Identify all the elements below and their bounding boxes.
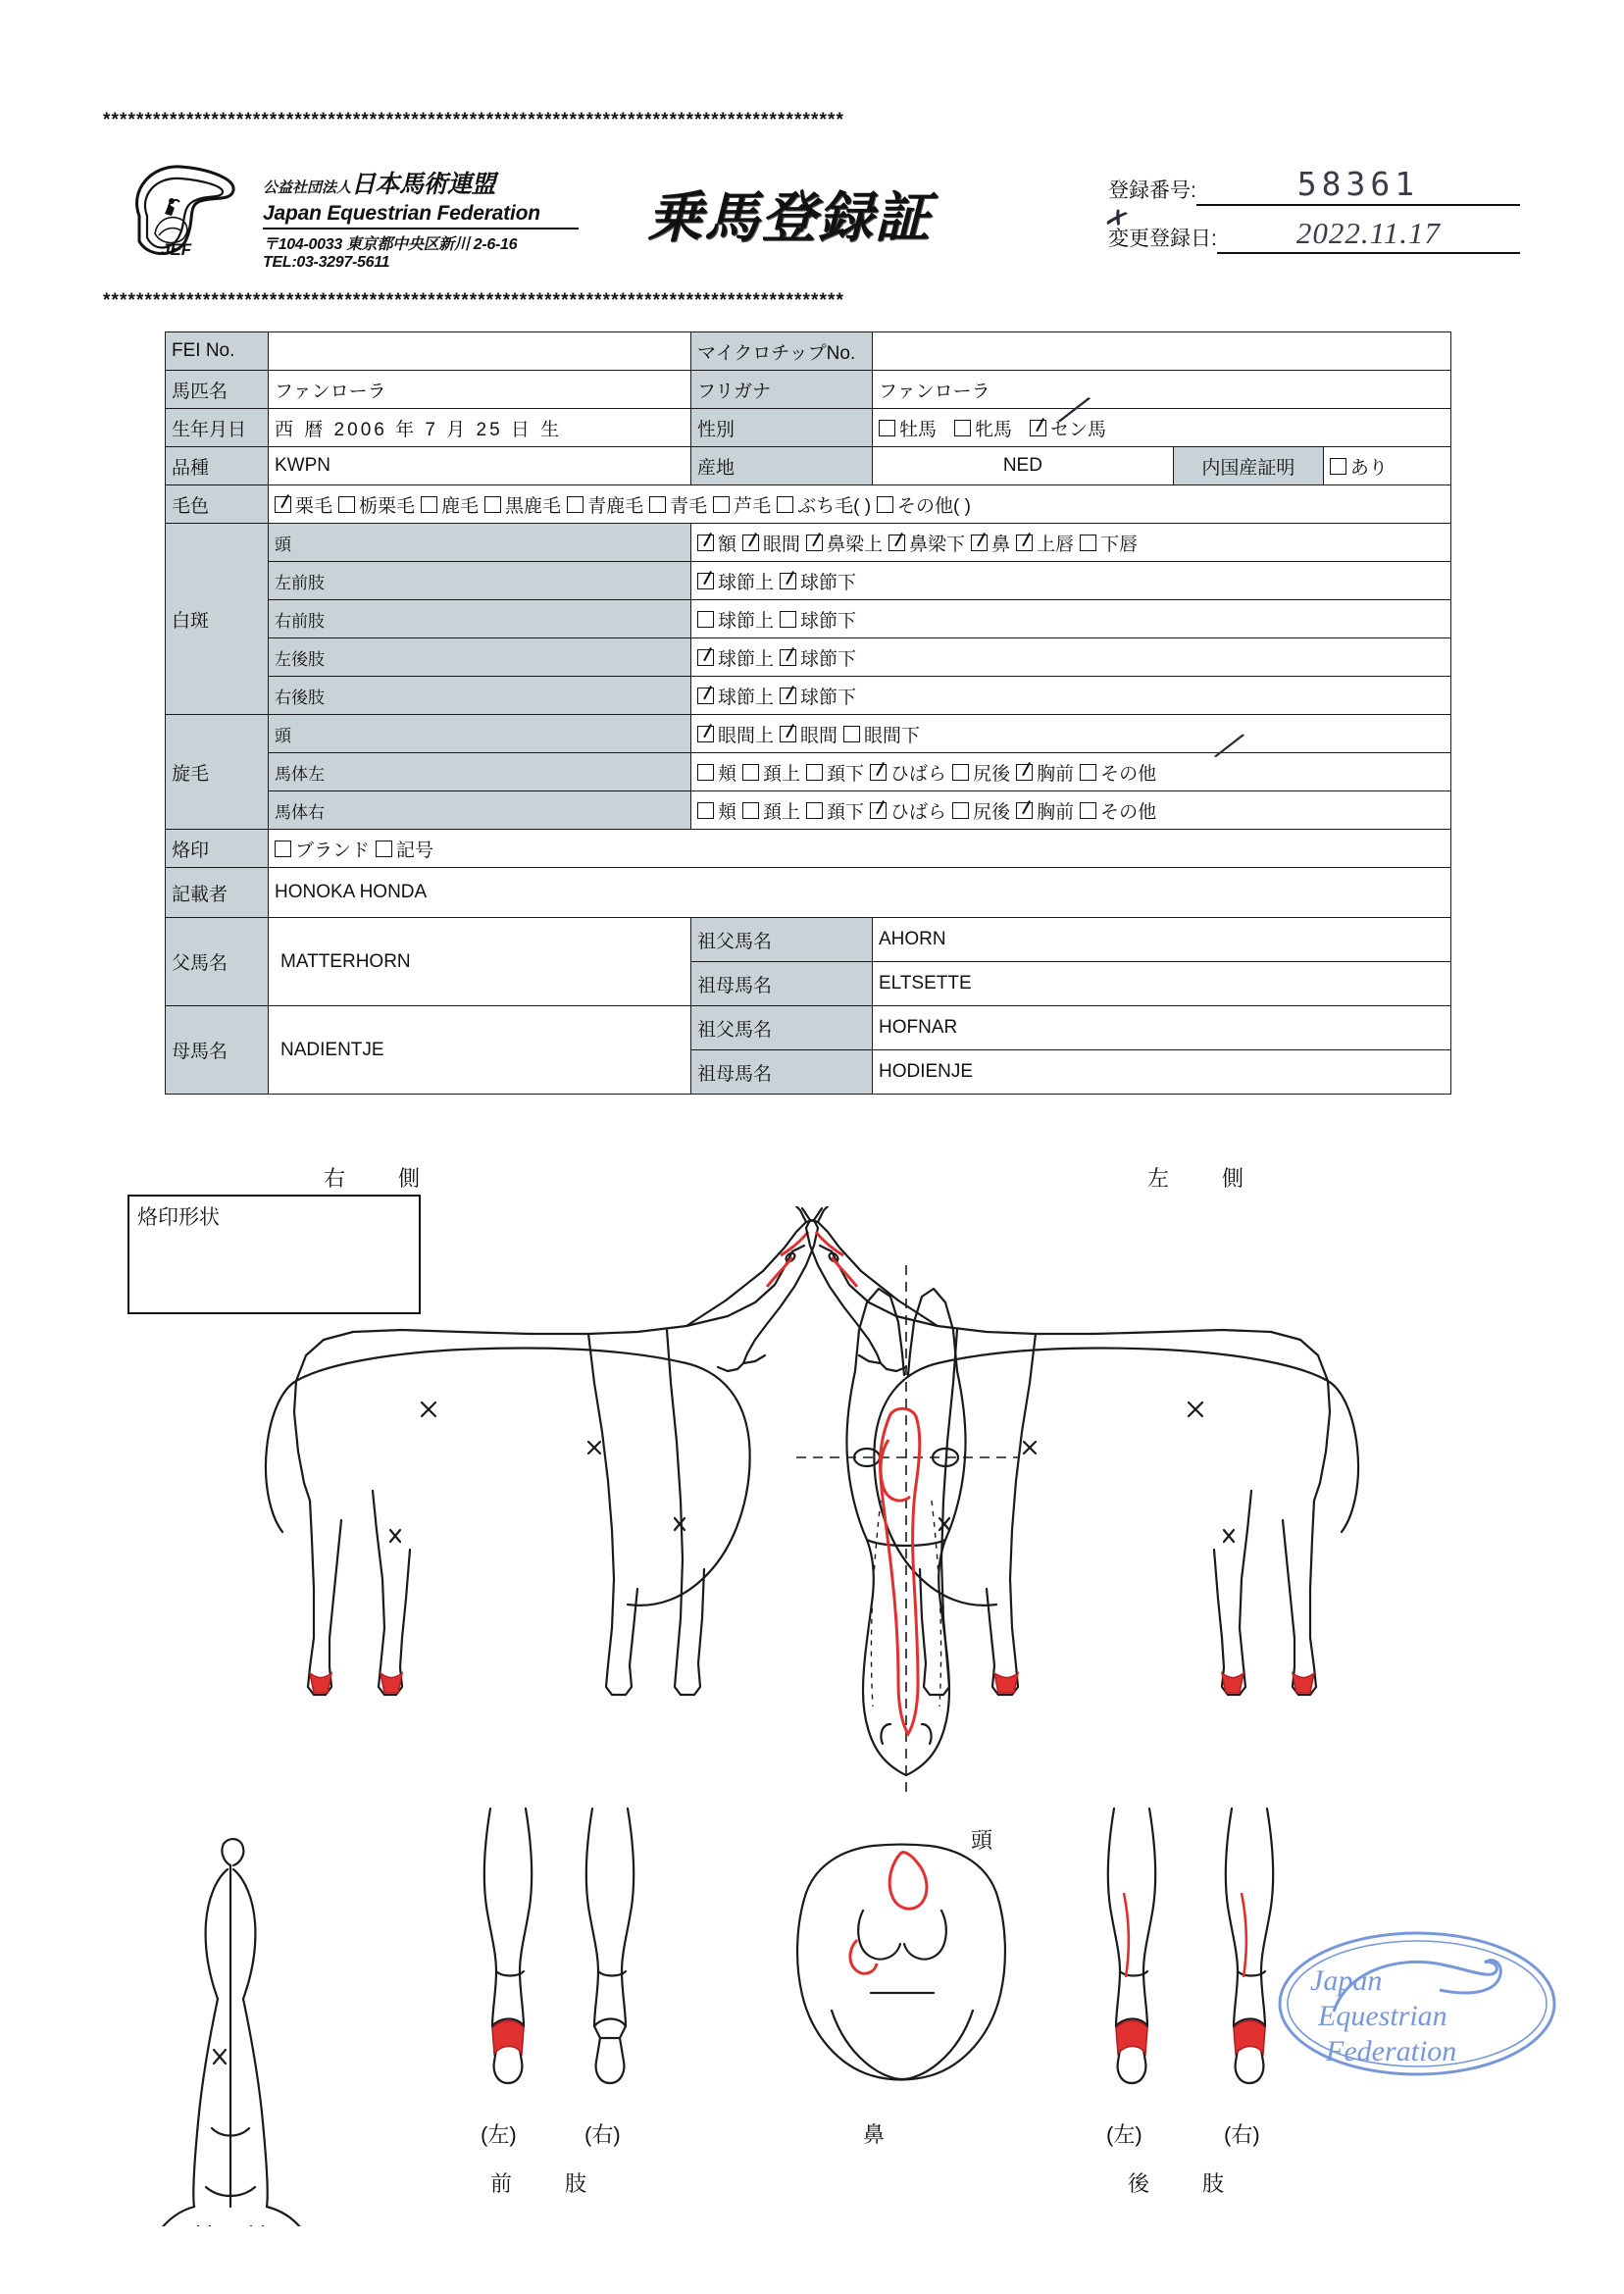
jef-logo-icon: [126, 157, 241, 267]
whorl-part: 馬体左: [269, 753, 691, 791]
dam-grandmother-value[interactable]: HODIENJE: [873, 1050, 1451, 1095]
coat-option-7[interactable]: [777, 491, 871, 518]
dob-value[interactable]: 西 暦 2006 年 7 月 25 日 生: [269, 409, 691, 447]
microchip-value[interactable]: [873, 332, 1451, 371]
checkbox-label: 眼間: [800, 725, 838, 746]
checkbox-icon: [484, 496, 501, 513]
checkbox-label: 青鹿毛: [587, 495, 644, 517]
origin-value[interactable]: NED: [873, 447, 1173, 484]
white-mark-0-option-5[interactable]: [1016, 530, 1074, 556]
checkbox-label: 鼻: [991, 534, 1011, 555]
checkbox-label: 頚下: [827, 763, 865, 785]
checkbox-icon: [1016, 764, 1033, 781]
checkbox-label: 鹿毛: [441, 495, 480, 517]
whorl-2-option-5[interactable]: [1016, 797, 1074, 824]
registration-info: [1100, 165, 1520, 264]
checkbox-icon: [1080, 802, 1096, 819]
horse-name-value[interactable]: ファンローラ: [269, 371, 691, 409]
checkbox-icon: [742, 802, 759, 819]
fei-no-label: FEI No.: [166, 332, 269, 371]
coat-options: [269, 485, 1451, 524]
right-side-label: 右 側: [324, 1166, 436, 1191]
checkbox-label: 頚下: [827, 801, 865, 823]
domestic-cert-label: 内国産証明: [1173, 447, 1323, 484]
whorl-1-option-2[interactable]: [806, 759, 864, 786]
checkbox-label: 眼間: [763, 534, 801, 555]
white-mark-0-option-3[interactable]: [888, 530, 965, 556]
checkbox-icon: [888, 535, 905, 551]
checkbox-label: 球節上: [718, 572, 775, 593]
brand-shape-label: 烙印形状: [137, 1206, 220, 1229]
checkbox-icon: [952, 802, 969, 819]
star-divider-bottom: *****************************************************************************************: [103, 290, 844, 311]
registration-date-value: 2022.11.17: [1295, 216, 1442, 250]
white-mark-3-option-1[interactable]: [780, 644, 856, 671]
white-mark-0-option-2[interactable]: [806, 530, 883, 556]
white-mark-2-option-1[interactable]: [780, 606, 856, 633]
organization-rule: [263, 228, 579, 229]
checkbox-icon: [697, 726, 714, 742]
white-mark-3-option-0[interactable]: [697, 644, 774, 671]
whorls-section: [166, 715, 1451, 830]
checkbox-label: 記号: [396, 840, 434, 861]
whorl-1-option-4[interactable]: [952, 759, 1010, 786]
brand-label: 烙印: [166, 830, 269, 868]
horse-name-label: 馬匹名: [166, 371, 269, 409]
brand-options: [269, 830, 1451, 868]
checkbox-icon: [806, 535, 823, 551]
nose-label: 鼻: [863, 2122, 886, 2147]
checkbox-label: 牝馬: [975, 419, 1013, 440]
registration-date-row: [1100, 200, 1520, 254]
sire-grandmother-value[interactable]: ELTSETTE: [873, 962, 1451, 1006]
checkbox-label: その他( ): [897, 495, 971, 517]
checkbox-label: 鼻梁上: [827, 534, 884, 555]
coat-option-2[interactable]: [421, 491, 479, 518]
checkbox-icon: [649, 496, 666, 513]
checkbox-label: 頬: [718, 801, 737, 823]
white-mark-row: [166, 562, 1451, 600]
furigana-value[interactable]: ファンローラ: [873, 371, 1451, 409]
white-mark-row: [166, 524, 1451, 562]
whorl-2-option-0[interactable]: [697, 797, 736, 824]
breed-value[interactable]: KWPN: [269, 447, 691, 485]
checkbox-label: 芦毛: [734, 495, 772, 517]
hind-limb-label: 後 肢: [1128, 2171, 1241, 2196]
checkbox-icon: [697, 535, 714, 551]
origin-cell: [873, 447, 1451, 485]
coat-option-5[interactable]: [649, 491, 707, 518]
sire-grandfather-value[interactable]: AHORN: [873, 918, 1451, 962]
checkbox-icon: [870, 764, 887, 781]
checkbox-icon: [697, 802, 714, 819]
checkbox-label: 球節上: [718, 687, 775, 708]
front-right-label: (右): [584, 2122, 621, 2147]
checkbox-icon: [1030, 420, 1046, 436]
checkbox-label: 栃栗毛: [359, 495, 416, 517]
white-mark-options: [691, 524, 1451, 562]
checkbox-icon: [780, 573, 796, 589]
white-mark-row: [166, 677, 1451, 715]
svg-text:Federation: Federation: [1326, 2035, 1457, 2067]
organization-name-jp: 公益社団法人日本馬術連盟: [263, 171, 496, 198]
checkbox-icon: [697, 573, 714, 589]
checkbox-label: 下唇: [1100, 534, 1139, 555]
white-mark-options: [691, 638, 1451, 677]
checkbox-icon: [1080, 535, 1096, 551]
whorl-section-label: 旋毛: [166, 715, 269, 830]
whorl-part: 頭: [269, 715, 691, 753]
white-mark-1-option-1[interactable]: [780, 568, 856, 594]
whorl-options: [691, 715, 1451, 753]
checkbox-icon: [697, 649, 714, 666]
checkbox-label: 上唇: [1037, 534, 1075, 555]
checkbox-label: 頬: [718, 763, 737, 785]
checkbox-label: 胸前: [1037, 763, 1075, 785]
checkbox-icon: [338, 496, 355, 513]
checkbox-icon: [780, 726, 796, 742]
checkbox-icon: [713, 496, 730, 513]
checkbox-icon: [697, 611, 714, 628]
whorl-2-option-2[interactable]: [806, 797, 864, 824]
registration-number-field[interactable]: [1196, 165, 1520, 206]
hind-right-label: (右): [1224, 2122, 1260, 2147]
whorl-row: [166, 715, 1451, 753]
white-mark-section-label: 白斑: [166, 524, 269, 715]
coat-option-6[interactable]: [713, 491, 771, 518]
checkbox-icon: [952, 764, 969, 781]
dam-grandfather-label: 祖父馬名: [691, 1006, 873, 1050]
svg-text:JEF: JEF: [161, 240, 192, 259]
recorder-label: 記載者: [166, 868, 269, 918]
registration-date-label: 変更登録日:: [1108, 228, 1217, 250]
checkbox-icon: [806, 802, 823, 819]
checkbox-label: 眼間下: [864, 725, 921, 746]
whorl-row: [166, 791, 1451, 830]
checkbox-label: その他: [1100, 763, 1157, 785]
checkbox-label: 球節上: [718, 648, 775, 670]
white-mark-part: 右後肢: [269, 677, 691, 715]
furigana-label: フリガナ: [691, 371, 873, 409]
coat-label: 毛色: [166, 485, 269, 524]
white-mark-options: [691, 677, 1451, 715]
checkbox-label: ひばら: [890, 801, 947, 823]
dam-grandmother-label: 祖母馬名: [691, 1050, 873, 1095]
whorl-1-option-5[interactable]: [1016, 759, 1074, 786]
domestic-cert-0[interactable]: [1330, 453, 1388, 480]
hind-left-label: (左): [1106, 2122, 1142, 2147]
svg-text:Japan: Japan: [1310, 1964, 1383, 1997]
coat-option-1[interactable]: [338, 491, 415, 518]
white-mark-part: 左前肢: [269, 562, 691, 600]
checkbox-icon: [1016, 802, 1033, 819]
whorl-part: 馬体右: [269, 791, 691, 830]
sire-grandmother-label: 祖母馬名: [691, 962, 873, 1006]
white-mark-4-option-0[interactable]: [697, 683, 774, 709]
checkbox-label: 眼間上: [718, 725, 775, 746]
document-title: 乗馬登録証: [647, 186, 932, 248]
whorl-1-option-0[interactable]: [697, 759, 736, 786]
whorl-1-option-6[interactable]: [1080, 759, 1156, 786]
organization-telephone: TEL:03-3297-5611: [263, 254, 390, 271]
whorl-0-option-1[interactable]: [780, 721, 837, 747]
recorder-value[interactable]: HONOKA HONDA: [269, 868, 1451, 918]
table-row-coat: [166, 485, 1451, 524]
checkbox-label: 尻後: [973, 763, 1011, 785]
head-label: 頭: [971, 1828, 993, 1853]
coat-option-4[interactable]: [567, 491, 643, 518]
checkbox-label: 栗毛: [295, 495, 333, 517]
checkbox-icon: [780, 649, 796, 666]
coat-option-3[interactable]: [484, 491, 561, 518]
checkbox-label: 球節下: [800, 687, 857, 708]
checkbox-label: 牡馬: [899, 419, 938, 440]
breed-label: 品種: [166, 447, 269, 485]
checkbox-label: あり: [1349, 457, 1388, 479]
white-marks-section: [166, 524, 1451, 715]
checkbox-label: ブランド: [295, 840, 371, 861]
white-mark-2-option-0[interactable]: [697, 606, 774, 633]
official-seal-stamp: [1275, 1917, 1559, 2089]
checkbox-icon: [806, 764, 823, 781]
checkbox-icon: [376, 841, 392, 857]
checkbox-label: 額: [718, 534, 737, 555]
checkbox-icon: [843, 726, 860, 742]
white-mark-part: 右前肢: [269, 600, 691, 638]
strikethrough-mark: ✗: [1100, 200, 1134, 237]
checkbox-icon: [870, 802, 887, 819]
organization-block: [263, 165, 596, 272]
checkbox-icon: [1080, 764, 1096, 781]
table-row-recorder: [166, 868, 1451, 918]
checkbox-label: 鼻梁下: [909, 534, 966, 555]
whorl-2-option-6[interactable]: [1080, 797, 1156, 824]
dob-label: 生年月日: [166, 409, 269, 447]
white-mark-row: [166, 638, 1451, 677]
checkbox-label: 球節下: [800, 648, 857, 670]
checkbox-icon: [697, 764, 714, 781]
table-row-breed-origin: [166, 447, 1451, 485]
checkbox-label: 球節下: [800, 572, 857, 593]
checkbox-icon: [275, 496, 291, 513]
brand-option-0[interactable]: [275, 836, 370, 862]
white-mark-4-option-1[interactable]: [780, 683, 856, 709]
white-mark-0-option-0[interactable]: [697, 530, 736, 556]
whorl-0-option-0[interactable]: [697, 721, 774, 747]
white-mark-row: [166, 600, 1451, 638]
left-side-label: 左 側: [1147, 1166, 1260, 1191]
domestic-cert-option[interactable]: [1323, 447, 1450, 484]
registration-number-label: 登録番号:: [1108, 179, 1196, 202]
checkbox-icon: [1330, 458, 1346, 475]
coat-option-0[interactable]: [275, 491, 332, 518]
checkbox-icon: [971, 535, 988, 551]
white-mark-1-option-0[interactable]: [697, 568, 774, 594]
white-mark-0-option-6[interactable]: [1080, 530, 1138, 556]
checkbox-label: 尻後: [973, 801, 1011, 823]
registration-number-value: 58361: [1296, 165, 1420, 203]
white-mark-part: 頭: [269, 524, 691, 562]
checkbox-label: 頚上: [763, 763, 801, 785]
whorl-0-option-2[interactable]: [843, 721, 920, 747]
sire-grandfather-label: 祖父馬名: [691, 918, 873, 962]
whorl-2-option-1[interactable]: [742, 797, 800, 824]
star-divider-top: *****************************************************************************************: [103, 110, 844, 130]
table-row-dam: [166, 1006, 1451, 1050]
dam-value[interactable]: NADIENTJE: [269, 1006, 691, 1095]
sex-option-1[interactable]: [954, 415, 1012, 441]
table-row-sire: [166, 918, 1451, 962]
table-row-horse-name: [166, 371, 1451, 409]
checkbox-icon: [742, 764, 759, 781]
checkbox-label: 胸前: [1037, 801, 1075, 823]
checkbox-label: ぶち毛( ): [797, 495, 872, 517]
table-row-brand: [166, 830, 1451, 868]
checkbox-icon: [1016, 535, 1033, 551]
whorl-2-option-4[interactable]: [952, 797, 1010, 824]
front-left-label: (左): [481, 2122, 517, 2147]
microchip-label: マイクロチップNo.: [691, 332, 873, 371]
registration-number-row: [1108, 165, 1520, 206]
checkbox-label: 頚上: [763, 801, 801, 823]
checkbox-label: セン馬: [1050, 419, 1107, 440]
checkbox-icon: [954, 420, 971, 436]
checkbox-icon: [742, 535, 759, 551]
organization-address: 〒104-0033 東京都中央区新川 2-6-16: [263, 236, 518, 253]
brand-option-1[interactable]: [376, 836, 433, 862]
svg-text:Equestrian: Equestrian: [1318, 2000, 1447, 2032]
organization-name-en: Japan Equestrian Federation: [263, 202, 540, 225]
checkbox-icon: [777, 496, 793, 513]
dam-label: 母馬名: [166, 1006, 269, 1095]
checkbox-label: 球節上: [718, 610, 775, 632]
checkbox-icon: [275, 841, 291, 857]
registration-date-field[interactable]: [1217, 216, 1520, 254]
checkbox-label: 青毛: [670, 495, 708, 517]
coat-option-8[interactable]: [877, 491, 971, 518]
white-mark-0-option-1[interactable]: [742, 530, 800, 556]
sire-value[interactable]: MATTERHORN: [269, 918, 691, 1006]
white-mark-options: [691, 562, 1451, 600]
table-row-dob-sex: [166, 409, 1451, 447]
checkbox-icon: [877, 496, 893, 513]
whorl-1-option-3[interactable]: [870, 759, 946, 786]
checkbox-icon: [780, 688, 796, 704]
checkbox-label: ひばら: [890, 763, 947, 785]
front-limb-label: 前 肢: [490, 2171, 603, 2196]
whorl-1-option-1[interactable]: [742, 759, 800, 786]
checkbox-icon: [567, 496, 584, 513]
fei-no-value[interactable]: [269, 332, 691, 371]
checkbox-icon: [697, 688, 714, 704]
checkbox-label: 球節下: [800, 610, 857, 632]
checkbox-label: その他: [1100, 801, 1157, 823]
checkbox-icon: [780, 611, 796, 628]
sire-label: 父馬名: [166, 918, 269, 1006]
white-mark-part: 左後肢: [269, 638, 691, 677]
origin-label: 産地: [691, 447, 873, 485]
whorl-row: [166, 753, 1451, 791]
checkbox-icon: [879, 420, 895, 436]
seal-svg: [1275, 1917, 1559, 2089]
dam-grandfather-value[interactable]: HOFNAR: [873, 1006, 1451, 1050]
horse-details-table: [165, 331, 1451, 1095]
sex-option-0[interactable]: [879, 415, 937, 441]
sex-pen-mark: ╱: [1058, 391, 1090, 430]
checkbox-label: 黒鹿毛: [505, 495, 562, 517]
sex-label: 性別: [691, 409, 873, 447]
whorl-pen-mark: ╱: [1215, 728, 1243, 764]
checkbox-icon: [421, 496, 437, 513]
white-mark-options: [691, 600, 1451, 638]
table-row-fei: [166, 332, 1451, 371]
whorl-options: [691, 791, 1451, 830]
whorl-2-option-3[interactable]: [870, 797, 946, 824]
white-mark-0-option-4[interactable]: [971, 530, 1010, 556]
